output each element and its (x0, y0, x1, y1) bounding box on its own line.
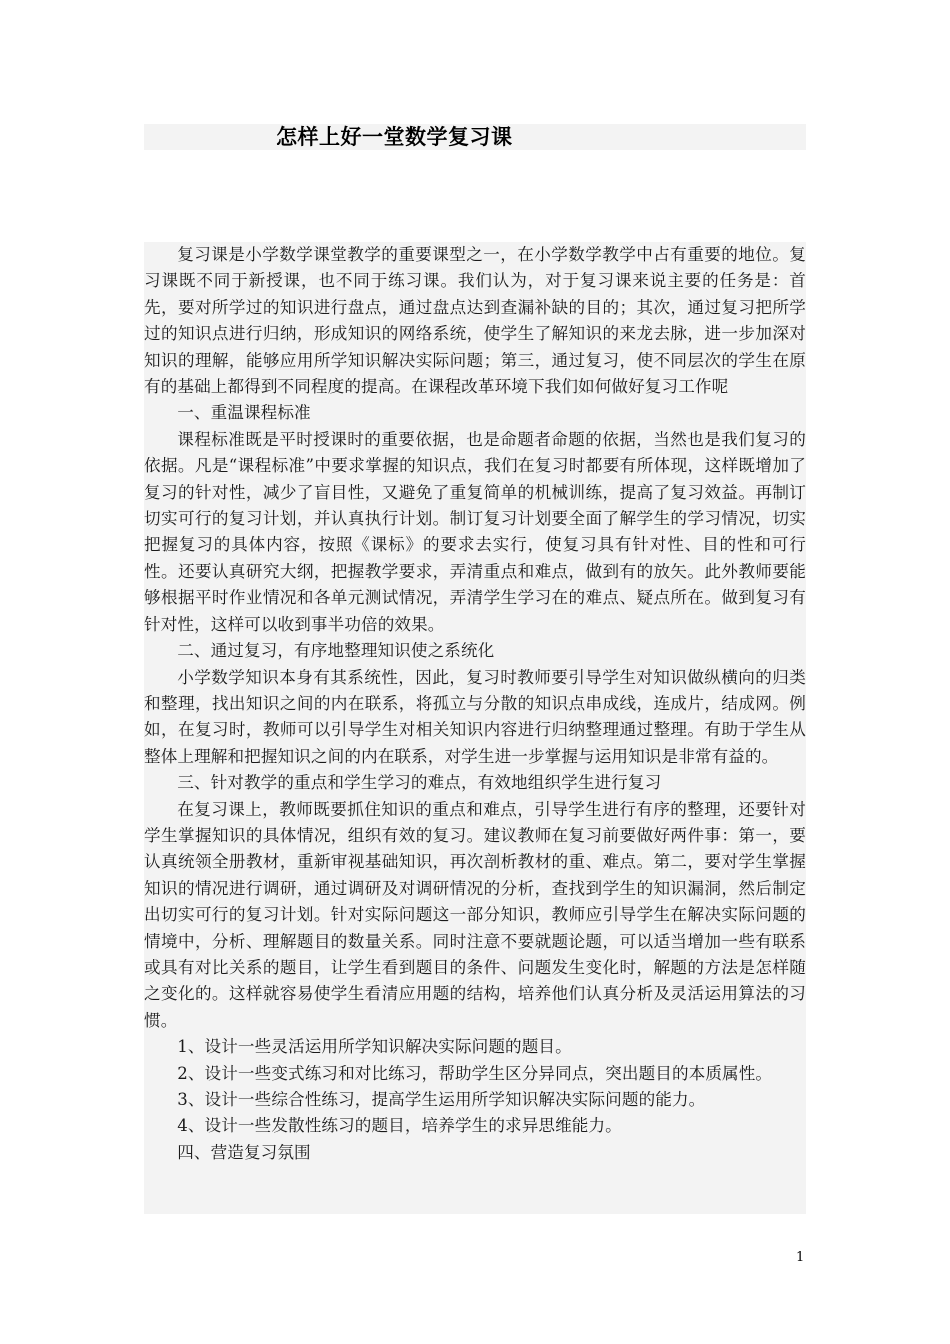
paragraph-2: 小学数学知识本身有其系统性，因此，复习时教师要引导学生对知识做纵横向的归类和整理，找出知识之间的内在联系，将孤立与分散的知识点串成线，连成片，结成网。例如，在复习时，教师可以引导学生对相关知识内容进行归纳整理通过整理。有助于学生从整体上理解和把握知识之间的内在联系，对学生进一步掌握与运用知识是非常有益的。 (144, 667, 806, 766)
section-heading-1: 一、重温课程标准 (177, 403, 311, 423)
paragraph-3: 在复习课上，教师既要抓住知识的重点和难点，引导学生进行有序的整理，还要针对学生掌握知识的具体情况，组织有效的复习。建议教师在复习前要做好两件事：第一，要认真统领全册教材，重新审视基础知识，再次剖析教材的重、难点。第二，要对学生掌握知识的情况进行调研，通过调研及对调研情况的分析，查找到学生的知识漏洞，然后制定出切实可行的复习计划。针对实际问题这一部分知识，教师应引导学生在解决实际问题的情境中，分析、理解题目的数量关系。同时注意不要就题论题，可以适当增加一些有联系或具有对比关系的题目，让学生看到题目的条件、问题发生变化时，解题的方法是怎样随之变化的。这样就容易使学生看清应用题的结构，培养他们认真分析及灵活运用算法的习惯。 (144, 799, 806, 1030)
list-item-1: 1、设计一些灵活运用所学知识解决实际问题的题目。 (177, 1037, 572, 1057)
paragraph-1: 课程标准既是平时授课时的重要依据，也是命题者命题的依据，当然也是我们复习的依据。凡是“课程标准”中要求掌握的知识点，我们在复习时都要有所体现，这样既增加了复习的针对性，减少了盲目性，又避免了重复简单的机械训练，提高了复习效益。再制订切实可行的复习计划，并认真执行计划。制订复习计划要全面了解学生的学习情况，切实把握复习的具体内容，按照《课标》的要求去实行，使复习具有针对性、目的性和可行性。还要认真研究大纲，把握教学要求，弄清重点和难点，做到有的放矢。此外教师要能够根据平时作业情况和各单元测试情况，弄清学生学习在的难点、疑点所在。做到复习有针对性，这样可以收到事半功倍的效果。 (144, 429, 806, 634)
section-heading-2: 二、通过复习，有序地整理知识使之系统化 (177, 641, 495, 661)
section-heading-4: 四、营造复习氛围 (177, 1142, 311, 1162)
page-number: 1 (796, 1250, 805, 1265)
paragraph-intro: 复习课是小学数学课堂教学的重要课型之一，在小学数学教学中占有重要的地位。复习课既不同于新授课，也不同于练习课。我们认为，对于复习课来说主要的任务是：首先，要对所学过的知识进行盘点，通过盘点达到查漏补缺的目的；其次，通过复习把所学过的知识点进行归纳，形成知识的网络系统，使学生了解知识的来龙去脉，进一步加深对知识的理解，能够应用所学知识解决实际问题；第三，通过复习，使不同层次的学生在原有的基础上都得到不同程度的提高。在课程改革环境下我们如何做好复习工作呢 (144, 245, 806, 397)
list-item-3: 3、设计一些综合性练习，提高学生运用所学知识解决实际问题的能力。 (177, 1090, 706, 1109)
section-heading-3: 三、针对教学的重点和学生学习的难点，有效地组织学生进行复习 (177, 773, 662, 793)
document-title: 怎样上好一堂数学复习课 (276, 125, 513, 149)
document-body (144, 242, 806, 1166)
list-item-2: 2、设计一些变式练习和对比练习，帮助学生区分异同点，突出题目的本质属性。 (177, 1063, 773, 1083)
list-item-4: 4、设计一些发散性练习的题目，培养学生的求异思维能力。 (177, 1116, 622, 1136)
